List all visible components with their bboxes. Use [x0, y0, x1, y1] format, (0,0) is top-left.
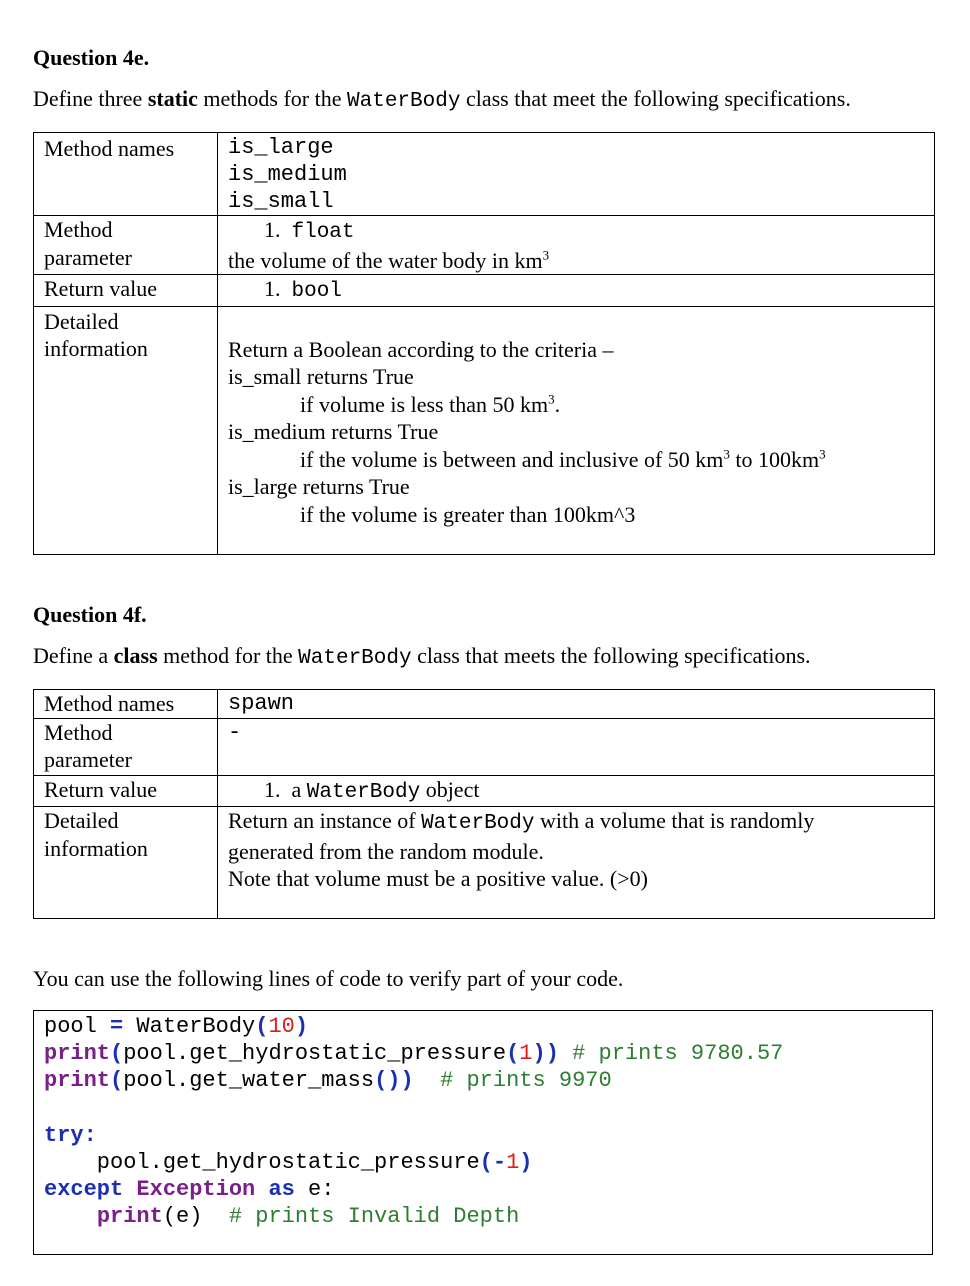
code-line — [44, 1122, 932, 1149]
return-item — [228, 275, 934, 306]
code-line — [44, 1203, 932, 1230]
code-line-blank — [44, 1095, 932, 1122]
code-number: 1 — [506, 1150, 520, 1176]
detail-text: Return an instance of — [228, 808, 422, 833]
table-row — [34, 775, 935, 807]
table-row — [34, 275, 935, 307]
code-line — [44, 1067, 932, 1094]
label-line: information — [44, 835, 148, 861]
return-class-name: WaterBody — [306, 780, 421, 804]
label-line: Detailed — [44, 808, 119, 833]
method-name: is_large — [228, 135, 334, 160]
intro-text: Define a — [33, 643, 114, 668]
detail-line — [228, 446, 934, 474]
code-comment: # prints Invalid Depth — [202, 1204, 520, 1230]
question-4e-intro — [33, 86, 851, 113]
label-method-parameter — [34, 718, 218, 775]
detail-text: with a volume that is randomly — [534, 808, 815, 833]
code-comment: # prints 9780.57 — [558, 1041, 784, 1067]
verify-text: You can use the following lines of code to verify part of your code. — [33, 966, 624, 991]
detail-line: is_large returns True — [228, 474, 410, 499]
label-line: Detailed — [44, 308, 119, 334]
label-detailed-information — [34, 807, 218, 919]
code-paren: ( — [110, 1068, 124, 1094]
detail-line: if the volume is greater than 100km^3 — [300, 501, 636, 527]
code-text: pool.get_water_mass — [123, 1068, 375, 1094]
return-value — [218, 775, 935, 807]
code-paren: ( — [255, 1014, 269, 1039]
code-text: e — [176, 1204, 190, 1230]
label-return-value: Return value — [34, 275, 218, 307]
code-paren: ( — [110, 1041, 124, 1067]
list-number: 1. — [264, 276, 281, 301]
superscript: 3 — [819, 446, 826, 462]
code-operator: = — [110, 1014, 124, 1039]
code-paren: ( — [506, 1041, 520, 1067]
question-4f-heading: Question 4f. — [33, 602, 147, 627]
return-type: bool — [291, 280, 342, 303]
method-name: is_medium — [228, 162, 347, 187]
return-text: a — [291, 776, 307, 802]
code-keyword: print — [44, 1041, 111, 1067]
intro-text: methods for the — [197, 86, 348, 111]
detailed-information-value — [218, 807, 935, 919]
code-line — [44, 1013, 932, 1040]
code-text: : — [83, 1122, 97, 1148]
label-method-names: Method names — [34, 690, 218, 719]
label-detailed-information — [34, 306, 218, 554]
superscript: 3 — [723, 446, 730, 462]
detail-text: if the volume is between and inclusive of 50 km — [300, 446, 724, 472]
code-keyword: try — [44, 1122, 84, 1148]
intro-bold: static — [147, 86, 198, 111]
method-name: is_small — [228, 189, 334, 214]
code-keyword: print — [44, 1068, 111, 1094]
code-paren: ) — [519, 1150, 533, 1176]
param-desc-text: the volume of the water body in km — [228, 247, 543, 273]
intro-bold: class — [113, 643, 158, 668]
question-4e-heading: Question 4e. — [33, 45, 150, 70]
intro-text: class that meet the following specifications. — [460, 86, 851, 111]
label-line: Method — [44, 217, 113, 242]
intro-text: Define three — [33, 86, 148, 111]
detail-line: is_small returns True — [228, 364, 414, 389]
table-row — [34, 807, 935, 919]
param-type: float — [291, 221, 355, 244]
superscript: 3 — [548, 391, 555, 407]
method-parameter-value — [218, 216, 935, 275]
detail-text: to 100km — [729, 446, 820, 472]
detail-class-name: WaterBody — [421, 812, 535, 835]
code-paren: ) — [189, 1204, 203, 1230]
return-value — [218, 275, 935, 307]
label-method-names: Method names — [34, 133, 218, 216]
param-item — [228, 216, 934, 247]
method-parameter-value: - — [218, 718, 935, 775]
code-keyword: as — [268, 1177, 295, 1203]
detailed-information-value — [218, 306, 935, 554]
code-text: pool.get_hydrostatic_pressure — [44, 1150, 480, 1176]
code-paren: ( — [479, 1150, 493, 1176]
detail-line: is_medium returns True — [228, 419, 439, 444]
code-block — [33, 1010, 933, 1255]
detail-line: generated from the random module. — [228, 838, 544, 864]
table-row — [34, 690, 935, 719]
label-line: parameter — [44, 747, 132, 772]
table-row — [34, 718, 935, 775]
code-text: pool — [44, 1014, 111, 1039]
code-number: 10 — [268, 1014, 295, 1039]
label-line: Method — [44, 719, 113, 745]
detail-line: Return a Boolean according to the criteria – — [228, 336, 614, 362]
code-paren: ( — [162, 1204, 177, 1230]
code-paren: )) — [532, 1041, 559, 1067]
return-item — [228, 776, 934, 807]
detail-line — [228, 391, 934, 419]
spec-table-4e — [33, 132, 935, 555]
label-return-value: Return value — [34, 775, 218, 807]
code-paren: ) — [294, 1014, 309, 1039]
return-text: object — [420, 776, 480, 802]
code-comment: # prints 9970 — [413, 1068, 612, 1094]
question-4f-intro — [33, 643, 811, 670]
intro-class-name: WaterBody — [347, 90, 461, 113]
code-text: e: — [294, 1177, 335, 1203]
code-line — [44, 1176, 932, 1203]
intro-text: method for the — [157, 643, 299, 668]
method-names-value — [218, 133, 935, 216]
detail-text: . — [554, 391, 561, 417]
list-number: 1. — [264, 776, 281, 802]
superscript: 3 — [542, 247, 550, 263]
code-number: 1 — [519, 1041, 533, 1067]
detail-line — [228, 807, 934, 838]
table-row — [34, 133, 935, 216]
spec-table-4f — [33, 689, 935, 919]
method-name-value: spawn — [218, 690, 935, 719]
code-keyword: print — [96, 1204, 163, 1230]
code-line — [44, 1040, 932, 1067]
list-number: 1. — [264, 217, 281, 242]
param-description — [228, 247, 934, 275]
detail-text: if volume is less than 50 km — [300, 391, 549, 417]
label-method-parameter — [34, 216, 218, 275]
code-paren: ()) — [374, 1068, 414, 1094]
intro-class-name: WaterBody — [298, 647, 412, 670]
code-keyword: Exception — [136, 1177, 256, 1203]
table-row — [34, 216, 935, 275]
code-line — [44, 1149, 932, 1176]
code-text: WaterBody — [123, 1014, 256, 1039]
code-operator: - — [492, 1150, 507, 1176]
code-keyword: except — [44, 1177, 124, 1203]
detail-line: Note that volume must be a positive value. (>0) — [228, 866, 648, 891]
table-row — [34, 306, 935, 554]
label-line: information — [44, 336, 148, 361]
label-line: parameter — [44, 244, 132, 270]
code-text: pool.get_hydrostatic_pressure — [123, 1041, 507, 1067]
intro-text: class that meets the following specifications. — [411, 643, 811, 668]
